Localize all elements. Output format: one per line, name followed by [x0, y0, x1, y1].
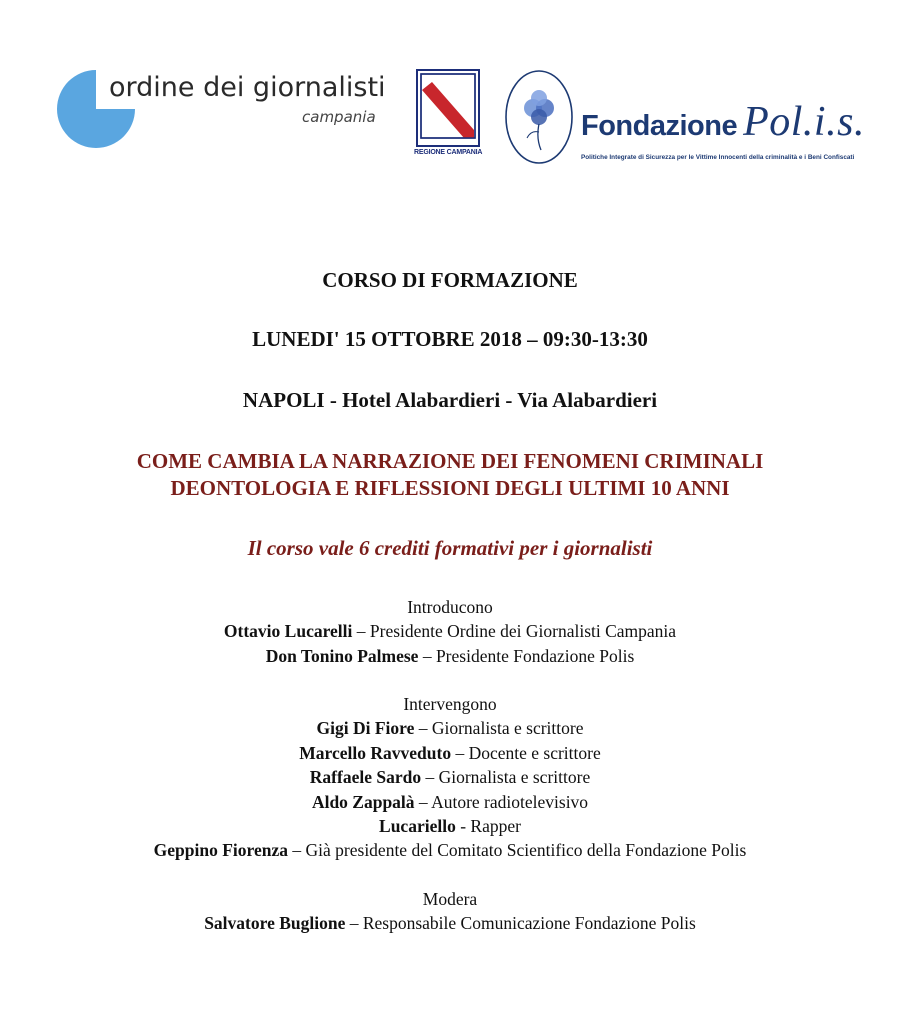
polis-name: [581, 98, 865, 146]
intervengono-section: [0, 692, 900, 863]
introducono-section: [0, 595, 900, 668]
speaker-name: Don Tonino Palmese: [265, 645, 419, 666]
speaker-name: Marcello Ravveduto: [299, 742, 452, 763]
speaker-name: Raffaele Sardo: [309, 767, 422, 788]
odg-title: ordine dei giornalisti: [109, 72, 386, 103]
odg-subtitle: campania: [302, 108, 376, 126]
polis-flower-icon: [503, 68, 575, 166]
speaker-row: [0, 790, 900, 814]
speaker-name: Salvatore Buglione: [204, 913, 346, 934]
course-date: LUNEDI' 15 OTTOBRE 2018 – 09:30-13:30: [252, 327, 648, 351]
speaker-row: [0, 619, 900, 643]
speaker-role: – Responsabile Comunicazione Fondazione Polis: [345, 913, 696, 934]
speaker-row: [0, 741, 900, 765]
speaker-name: Aldo Zappalà: [311, 791, 415, 812]
section-heading: Introducono: [407, 597, 493, 617]
speaker-row: [0, 716, 900, 740]
polis-word: Fondazione: [581, 110, 738, 142]
section-heading: Intervengono: [403, 694, 497, 714]
speaker-row: [0, 838, 900, 862]
speaker-role: – Docente e scrittore: [451, 742, 601, 763]
speaker-role: – Già presidente del Comitato Scientifico della Fondazione Polis: [288, 840, 747, 861]
speaker-role: – Autore radiotelevisivo: [414, 791, 589, 812]
regione-campania-shield-icon: [414, 68, 482, 148]
modera-section: [0, 887, 900, 936]
logo-bar: [0, 0, 900, 190]
speaker-row: [0, 814, 900, 838]
speaker-role: – Presidente Fondazione Polis: [418, 645, 635, 666]
speaker-name: Lucariello: [379, 816, 456, 837]
speaker-row: [0, 911, 900, 935]
speaker-role: - Rapper: [455, 816, 521, 837]
topic-line-1: COME CAMBIA LA NARRAZIONE DEI FENOMENI CRIMINALI: [136, 449, 764, 473]
speaker-name: Ottavio Lucarelli: [223, 621, 353, 642]
speaker-row: [0, 765, 900, 789]
course-title: CORSO DI FORMAZIONE: [322, 268, 578, 292]
polis-brand: Pol.i.s.: [743, 99, 865, 145]
credits-note: Il corso vale 6 crediti formativi per i giornalisti: [247, 536, 653, 560]
speaker-role: – Presidente Ordine dei Giornalisti Campania: [352, 621, 677, 642]
speaker-row: [0, 644, 900, 668]
polis-tagline: Politiche Integrate di Sicurezza per le Vittime Innocenti della criminalità e i Beni Confiscati: [581, 154, 855, 161]
topic-line-2: DEONTOLOGIA E RIFLESSIONI DEGLI ULTIMI 10 ANNI: [170, 476, 730, 500]
region-label: REGIONE CAMPANIA: [414, 149, 483, 156]
polis-seal: [503, 68, 575, 166]
speaker-name: Gigi Di Fiore: [316, 718, 415, 739]
odg-logo: [56, 68, 416, 158]
speaker-role: – Giornalista e scrittore: [414, 718, 584, 739]
section-heading: Modera: [422, 889, 478, 909]
course-topic: [0, 448, 900, 502]
speaker-name: Geppino Fiorenza: [153, 840, 289, 861]
course-venue: NAPOLI - Hotel Alabardieri - Via Alabardieri: [242, 388, 658, 412]
speaker-role: – Giornalista e scrittore: [421, 767, 591, 788]
regione-campania-logo: [414, 68, 482, 160]
